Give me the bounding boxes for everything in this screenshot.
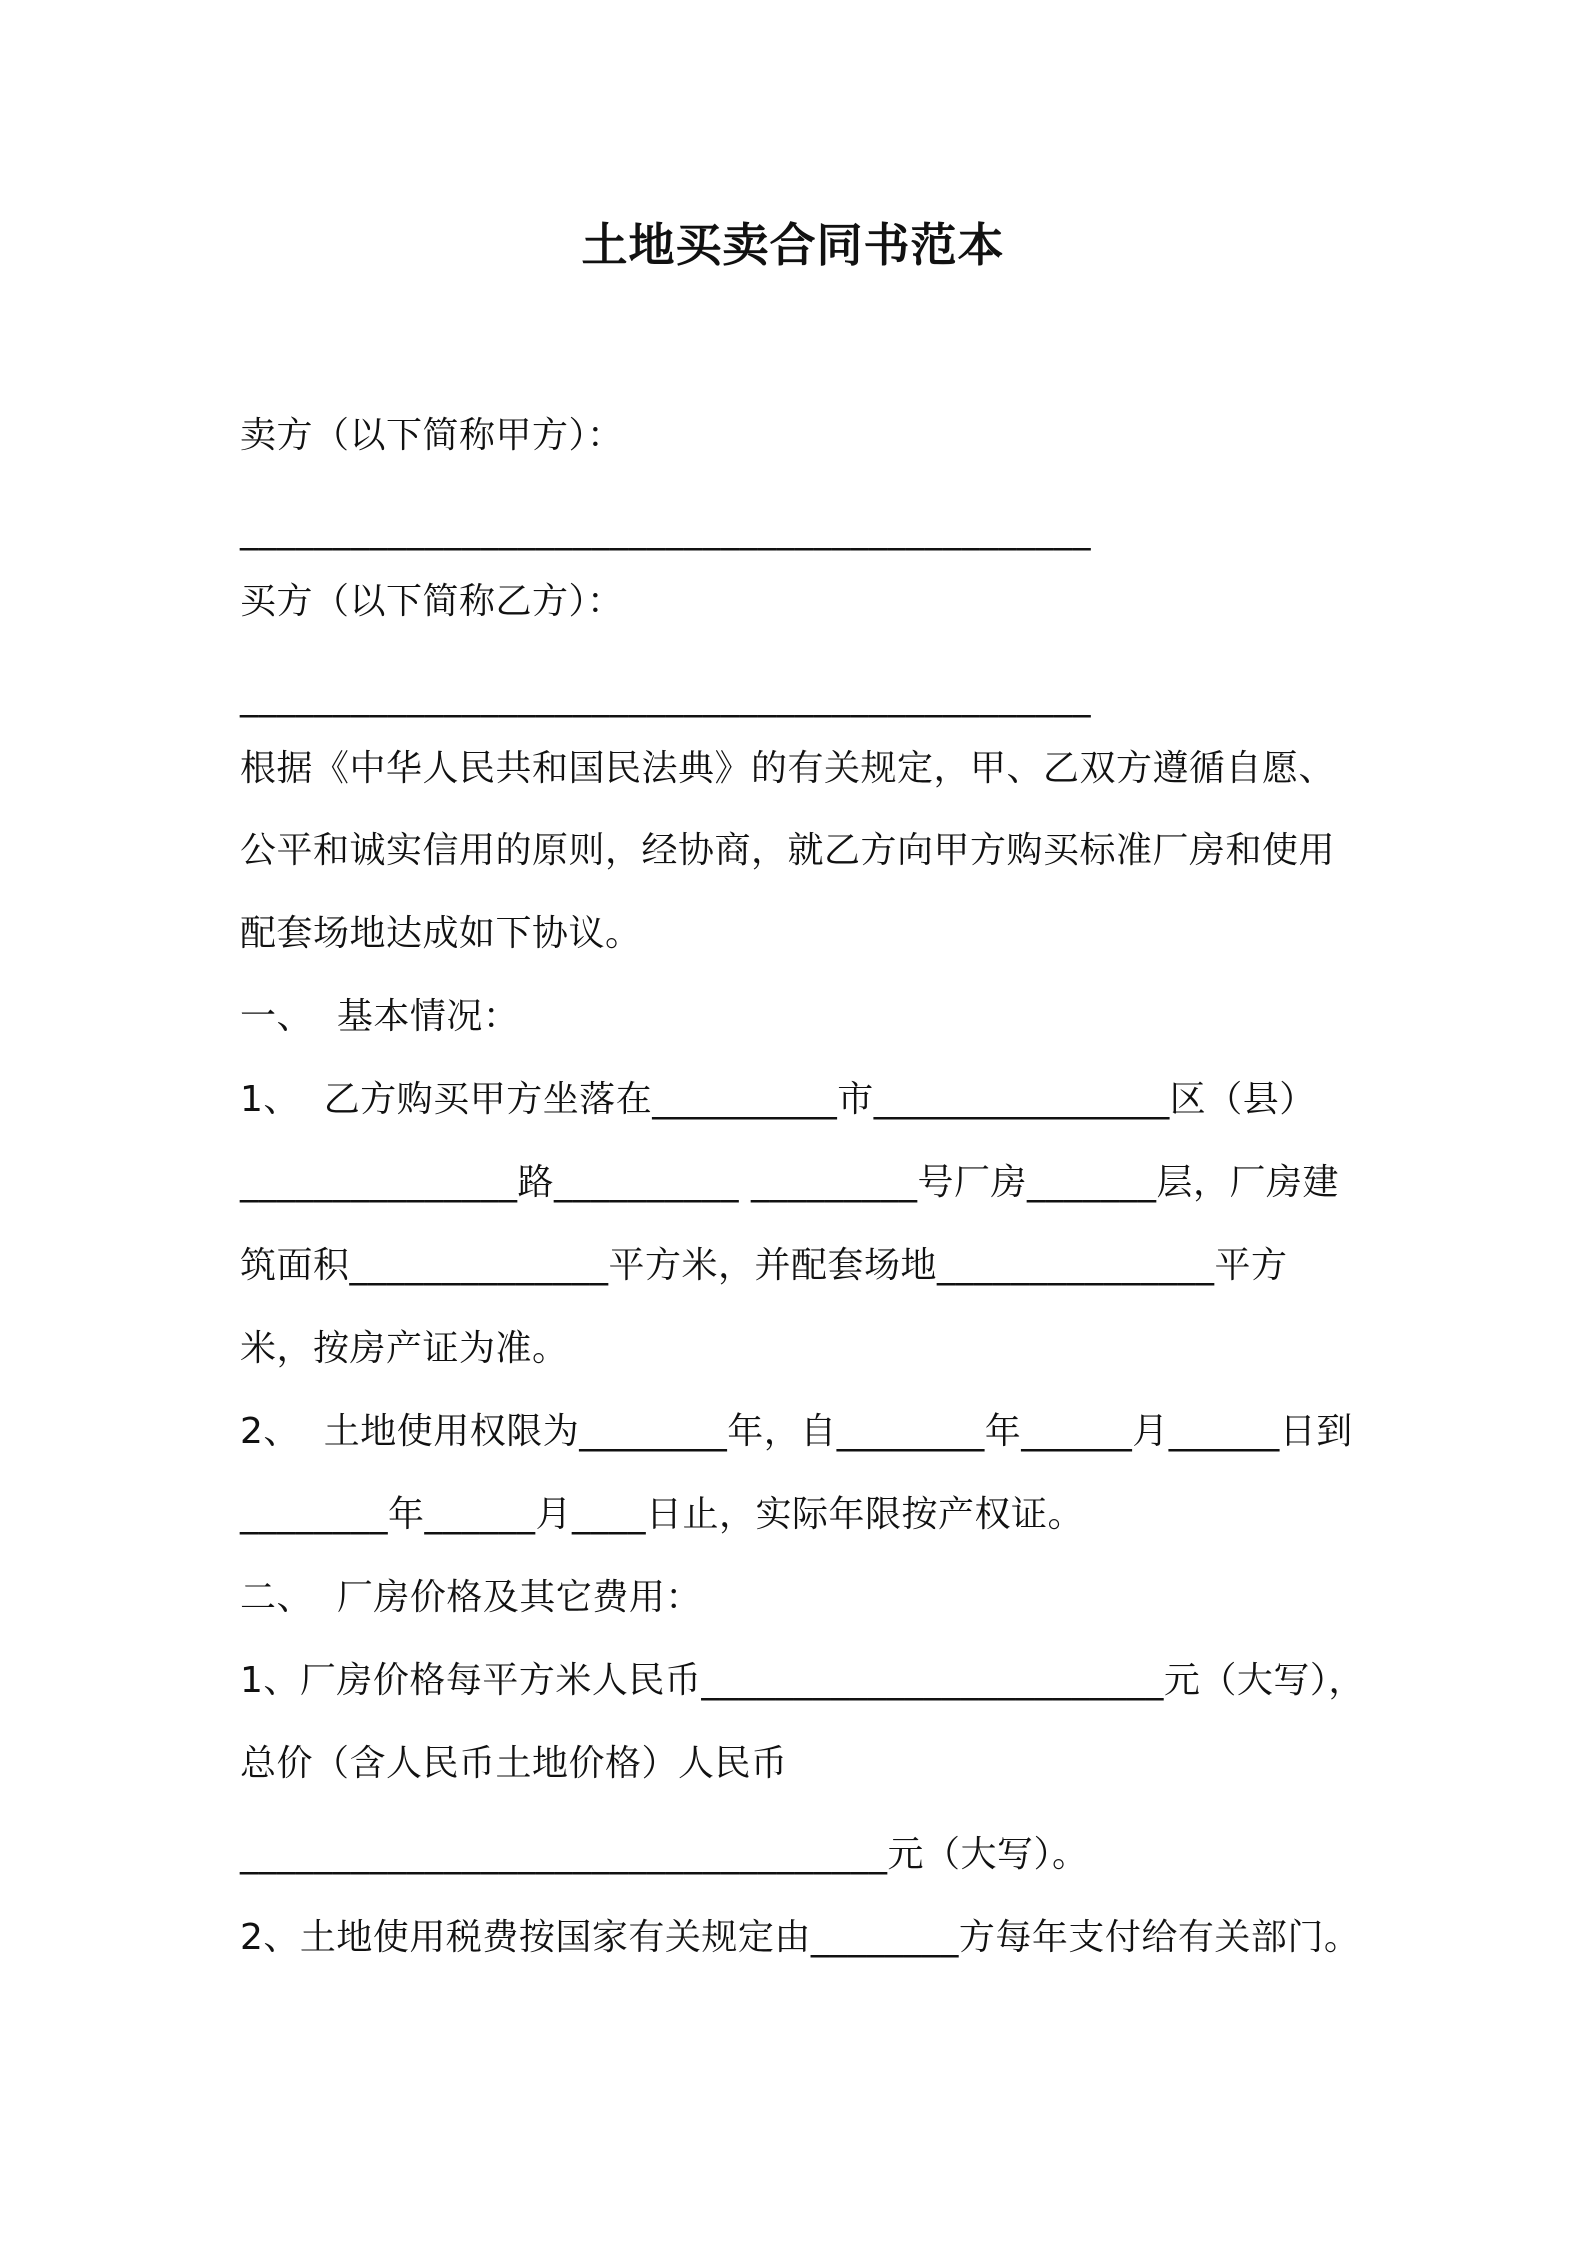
clause-1-1-line-4: 米，按房产证为准。	[240, 1328, 569, 1369]
buyer-line: 买方（以下简称乙方）：	[240, 581, 624, 622]
section-1-heading: 一、 基本情况：	[240, 996, 520, 1037]
preamble-line-1: 根据《中华人民共和国民法典》的有关规定，甲、乙双方遵循自愿、	[240, 748, 1336, 789]
clause-2-1-line-2: 总价（含人民币土地价格）人民币	[240, 1743, 788, 1784]
clause-2-1-line-3: ___________________________________元（大写）。	[240, 1834, 1089, 1875]
seller-line: 卖方（以下简称甲方）：	[240, 415, 624, 456]
clause-1-2-line-2: ________年______月____日止，实际年限按产权证。	[240, 1494, 1085, 1535]
section-2-heading: 二、 厂房价格及其它费用：	[240, 1577, 702, 1618]
clause-2-1-line-1: 1、厂房价格每平方米人民币_________________________元（大写），	[240, 1660, 1365, 1701]
seller-blank-line: ______________________________________________	[240, 510, 1091, 551]
preamble-line-3: 配套场地达成如下协议。	[240, 913, 642, 954]
clause-1-1-line-3: 筑面积______________平方米，并配套场地_______________平方	[240, 1245, 1288, 1286]
clause-2-2-line-1: 2、土地使用税费按国家有关规定由________方每年支付给有关部门。	[240, 1917, 1361, 1958]
clause-1-1-line-2: _______________路__________ _________号厂房_______层，厂房建	[240, 1162, 1339, 1203]
clause-1-2-line-1: 2、 土地使用权限为________年，自________年______月______日到	[240, 1411, 1353, 1452]
document-title: 土地买卖合同书范本	[581, 218, 1005, 272]
clause-1-1-line-1: 1、 乙方购买甲方坐落在__________市________________区（县）	[240, 1079, 1316, 1120]
preamble-line-2: 公平和诚实信用的原则，经协商，就乙方向甲方购买标准厂房和使用	[240, 830, 1336, 871]
buyer-blank-line: ______________________________________________	[240, 677, 1091, 718]
